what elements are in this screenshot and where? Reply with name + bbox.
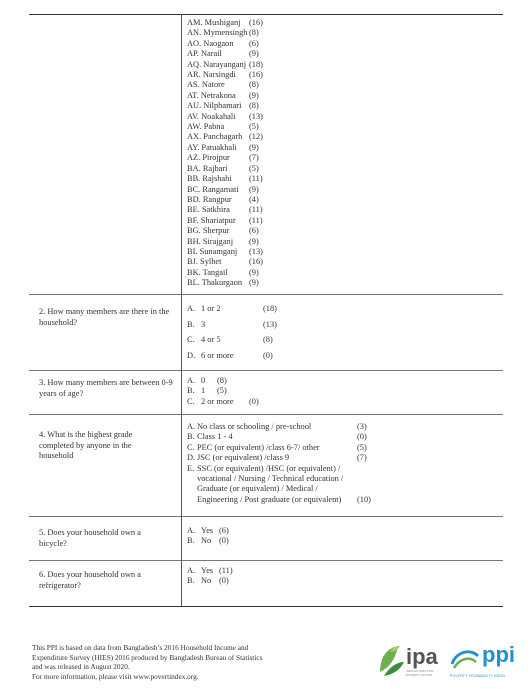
district-points: (8) (249, 28, 259, 38)
district-label: BH. Sirajganj (187, 236, 234, 246)
district-label: BC. Rangamati (187, 184, 239, 194)
ipa-logo (376, 638, 440, 684)
district-points: (11) (249, 174, 263, 184)
district-points: (9) (249, 236, 259, 246)
answer-option: A. Yes (6) (187, 526, 229, 535)
district-answer-option (187, 257, 499, 267)
question-4: 4. What is the highest grade completed by anyone in the household (39, 430, 133, 460)
district-label: AU. Nilphamari (187, 101, 242, 111)
district-answer-option (187, 18, 499, 28)
district-points: (9) (249, 278, 259, 288)
row-divider (29, 414, 503, 415)
answer-option: A. Yes (11) (187, 566, 233, 575)
question-2-answers (187, 304, 499, 366)
district-answer-option (187, 237, 499, 247)
table-top-rule (29, 14, 503, 15)
footer-note: This PPI is based on data from Bangladesh’s 2016 Household Income and Expenditure Survey (HIES) 2016 produced by Bangladesh Bureau of Statistics and was released in August 2020. For more information, please visit www.povertindex.org. (32, 643, 362, 681)
question-3-answers (187, 376, 499, 407)
district-label: AR. Narsingdi (187, 70, 236, 80)
district-answer-option (187, 268, 499, 278)
district-points: (9) (249, 267, 259, 277)
district-label: BB. Rajshahi (187, 174, 232, 184)
question-5: 5. Does your household own a bicycle? (39, 528, 141, 548)
district-label: BG. Sherpur (187, 226, 230, 236)
district-answer-list (187, 18, 499, 289)
district-answer-option (187, 39, 499, 49)
district-label: AP. Narail (187, 49, 222, 59)
district-points: (16) (249, 257, 263, 267)
answer-option: D. JSC (or equivalent) /class 9 (7) (187, 453, 367, 463)
district-answer-option (187, 174, 499, 184)
ipa-wordmark: ipa (406, 644, 438, 669)
district-points: (5) (249, 163, 259, 173)
answer-option: A. 0 (8) (187, 376, 227, 385)
district-answer-option (187, 164, 499, 174)
ppi-tagline: POVERTY PROBABILITY INDEX (450, 674, 506, 678)
district-label: BJ. Sylhet (187, 257, 222, 267)
answer-option: B. No (0) (187, 576, 229, 586)
district-answer-option (187, 185, 499, 195)
district-answer-option (187, 112, 499, 122)
district-points: (12) (249, 132, 263, 142)
answer-option: A. No class or schooling / pre-school (3) (187, 422, 367, 431)
row-divider (29, 370, 503, 371)
district-points: (11) (249, 215, 263, 225)
answer-option-continued: vocational / Nursing / Technical education / (197, 474, 344, 484)
district-label: AS. Natore (187, 80, 225, 90)
district-label: BD. Rangpur (187, 194, 232, 204)
district-answer-option (187, 195, 499, 205)
district-label: BK. Tangail (187, 267, 228, 277)
district-points: (16) (249, 70, 263, 80)
district-label: AO. Naogaon (187, 38, 234, 48)
district-answer-option (187, 278, 499, 288)
district-points: (16) (249, 18, 263, 27)
district-points: (4) (249, 194, 259, 204)
column-divider (181, 14, 182, 606)
district-label: BL. Thakurgaon (187, 278, 243, 288)
answer-option: C. 2 or more (0) (187, 396, 259, 406)
district-label: BF. Shariatpur (187, 215, 236, 225)
district-label: AM. Mushiganj (187, 18, 241, 27)
district-answer-option (187, 216, 499, 226)
district-label: AY. Patuakhali (187, 142, 237, 152)
district-label: BI. Sunamganj (187, 246, 238, 256)
district-answer-option (187, 101, 499, 111)
district-label: AV. Noakahali (187, 111, 236, 121)
question-5-answers (187, 526, 499, 547)
ipa-tagline: INNOVATIONS FOR POVERTY ACTION (406, 669, 434, 677)
answer-option: D. 6 or more (0) (187, 350, 273, 360)
district-label: AX. Panchagarh (187, 132, 243, 142)
answer-option: B. No (0) (187, 536, 229, 546)
district-points: (18) (249, 59, 263, 69)
ppi-wave-icon (450, 646, 480, 672)
answer-option: B. Class 1 - 4 (0) (187, 432, 367, 442)
district-answer-option (187, 28, 499, 38)
district-answer-option (187, 226, 499, 236)
question-3: 3. How many members are between 0-9 years of age? (39, 378, 173, 398)
ppi-logo (450, 640, 524, 684)
table-bottom-rule (29, 606, 503, 607)
answer-option: A. 1 or 2 (18) (187, 304, 277, 313)
ppi-wordmark: ppi (482, 642, 515, 667)
answer-option: C. 4 or 5 (8) (187, 335, 273, 344)
question-6-answers (187, 566, 499, 587)
district-answer-option (187, 91, 499, 101)
district-label: BA. Rajbari (187, 163, 228, 173)
row-divider (29, 294, 503, 295)
district-answer-option (187, 153, 499, 163)
district-answer-option (187, 205, 499, 215)
district-label: AQ. Narayanganj (187, 59, 247, 69)
answer-option: B. 1 (5) (187, 386, 227, 396)
district-answer-option (187, 132, 499, 142)
district-label: AW. Pabna (187, 122, 225, 132)
district-label: BE. Satkhira (187, 205, 230, 215)
district-answer-option (187, 80, 499, 90)
question-2: 2. How many members are there in the household? (39, 307, 170, 327)
district-points: (9) (249, 142, 259, 152)
answer-option: E. SSC (or equivalent) /HSC (or equivalent) / (187, 463, 341, 473)
district-points: (8) (249, 101, 259, 111)
question-4-answers (187, 422, 499, 505)
district-label: AN. Mymensingh (187, 28, 248, 38)
district-answer-option (187, 122, 499, 132)
district-points: (8) (249, 80, 259, 90)
district-answer-option (187, 247, 499, 257)
question-6: 6. Does your household own a refrigerator? (39, 570, 141, 590)
district-points: (6) (249, 226, 259, 236)
district-points: (11) (249, 205, 263, 215)
district-answer-option (187, 143, 499, 153)
district-points: (9) (249, 90, 259, 100)
district-points: (9) (249, 184, 259, 194)
row-divider (29, 516, 503, 517)
district-points: (9) (249, 49, 259, 59)
answer-option-continued: Engineering / Post graduate (or equivalent) (10) (197, 494, 371, 504)
district-points: (6) (249, 38, 259, 48)
district-label: AZ. Pirojpur (187, 153, 230, 163)
row-divider (29, 560, 503, 561)
footer-website-link[interactable]: For more information, please visit www.povertindex.org. (32, 671, 199, 681)
district-points: (7) (249, 153, 259, 163)
district-answer-option (187, 70, 499, 80)
district-points: (13) (249, 246, 263, 256)
district-points: (13) (249, 111, 263, 121)
answer-option-continued: Graduate (or equivalent) / Medical / (197, 484, 318, 494)
district-points: (5) (249, 122, 259, 132)
district-label: AT. Netrakona (187, 90, 236, 100)
district-answer-option (187, 60, 499, 70)
answer-option: B. 3 (13) (187, 319, 277, 329)
district-answer-option (187, 49, 499, 59)
answer-option: C. PEC (or equivalent) /class 6-7/ other (5) (187, 442, 367, 452)
